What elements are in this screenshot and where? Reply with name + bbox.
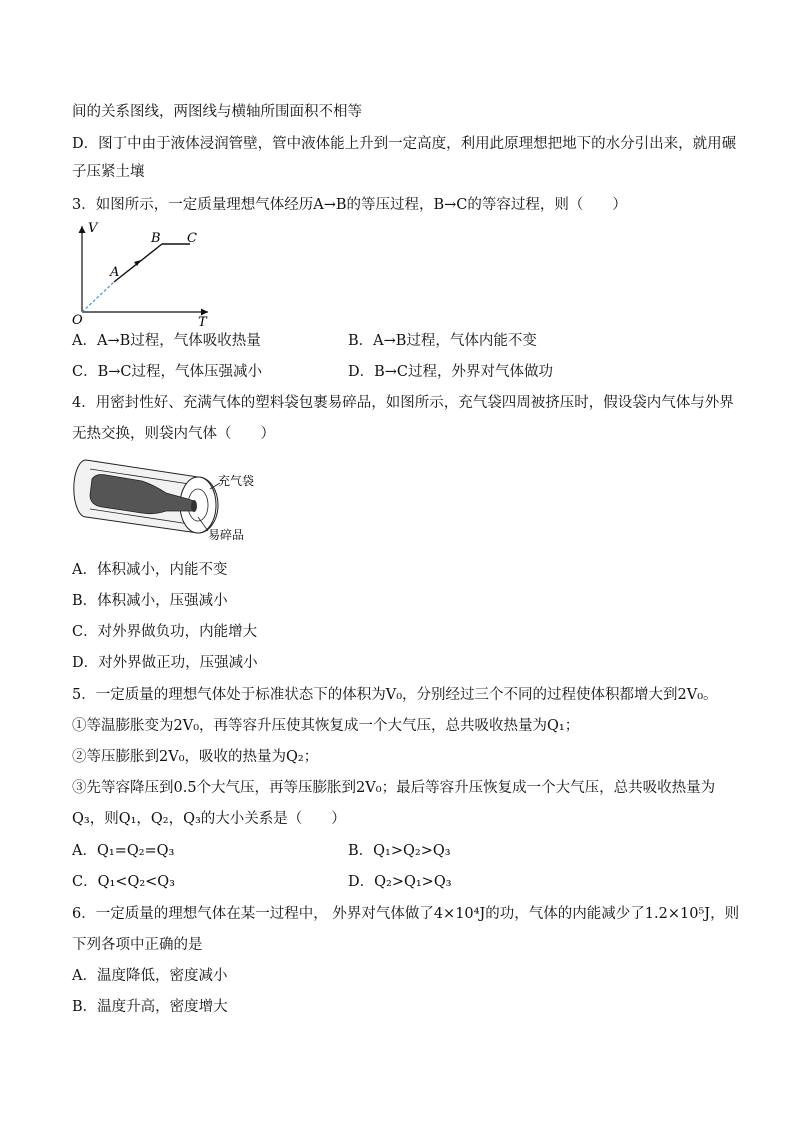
bottle-neck	[191, 500, 197, 512]
q4-option-a: A．体积减小，内能不变	[72, 562, 228, 578]
q4-option-b: B．体积减小，压强减小	[72, 593, 228, 609]
q5-option-d: D．Q₂>Q₁>Q₃	[348, 874, 452, 890]
q6-option-a: A．温度降低，密度减小	[72, 968, 228, 984]
q4-stem-1: 4．用密封性好、充满气体的塑料袋包裹易碎品，如图所示，充气袋四周被挤压时，假设袋内气体与外界	[72, 395, 734, 411]
q5-process-2: ②等压膨胀到2V₀，吸收的热量为Q₂；	[72, 749, 319, 765]
q5-process-3-line-2: Q₃，则Q₁，Q₂，Q₃的大小关系是（ ）	[72, 811, 346, 827]
option-d-line-2: 子压紧土壤	[72, 164, 145, 180]
q3-vt-graph	[70, 220, 220, 330]
q3-option-d: D．B→C过程，外界对气体做功	[348, 364, 554, 380]
q6-stem-2: 下列各项中正确的是	[72, 937, 203, 953]
point-c-label: C	[187, 231, 197, 246]
q3-option-a: A．A→B过程，气体吸收热量	[72, 333, 261, 349]
q4-airbag-figure	[70, 455, 270, 545]
q5-option-a: A．Q₁=Q₂=Q₃	[72, 843, 175, 859]
q4-option-d: D．对外界做正功，压强减小	[72, 655, 258, 671]
item-label: 易碎品	[208, 528, 245, 542]
q3-stem: 3．如图所示，一定质量理想气体经历A→B的等压过程，B→C的等容过程，则（ ）	[72, 197, 627, 213]
option-d-line-1: D．图丁中由于液体浸润管壁，管中液体能上升到一定高度，利用此原理想把地下的水分引出来，就用碾	[72, 136, 737, 152]
q6-option-b: B．温度升高，密度增大	[72, 999, 228, 1015]
bag-label: 充气袋	[218, 474, 255, 488]
q5-option-b: B．Q₁>Q₂>Q₃	[348, 843, 451, 859]
v-axis-label: V	[88, 221, 98, 236]
q5-stem: 5．一定质量的理想气体处于标准状态下的体积为V₀，分别经过三个不同的过程使体积都增大到2V₀。	[72, 687, 718, 703]
q5-process-1: ①等温膨胀变为2V₀，再等容升压使其恢复成一个大气压，总共吸收热量为Q₁；	[72, 718, 580, 734]
q3-option-c: C．B→C过程，气体压强减小	[72, 364, 262, 380]
dashed-extension	[82, 282, 114, 312]
q5-option-c: C．Q₁<Q₂<Q₃	[72, 874, 175, 890]
q4-option-c: C．对外界做负功，内能增大	[72, 624, 258, 640]
q3-option-b: B．A→B过程，气体内能不变	[348, 333, 537, 349]
q6-stem-1: 6．一定质量的理想气体在某一过程中， 外界对气体做了4×10⁴J的功，气体的内能减少了1.2×10⁵J，则	[72, 906, 740, 922]
q4-stem-2: 无热交换，则袋内气体（ ）	[72, 426, 275, 442]
t-axis-label: T	[198, 315, 207, 330]
q5-process-3-line-1: ③先等容降压到0.5个大气压，再等压膨胀到2V₀；最后等容升压恢复成一个大气压，总共吸收热量为	[72, 780, 716, 796]
intro-line-1: 间的关系图线，两图线与横轴所围面积不相等	[72, 104, 362, 120]
origin-label: O	[72, 313, 83, 328]
point-a-label: A	[110, 265, 120, 280]
point-b-label: B	[151, 231, 161, 246]
